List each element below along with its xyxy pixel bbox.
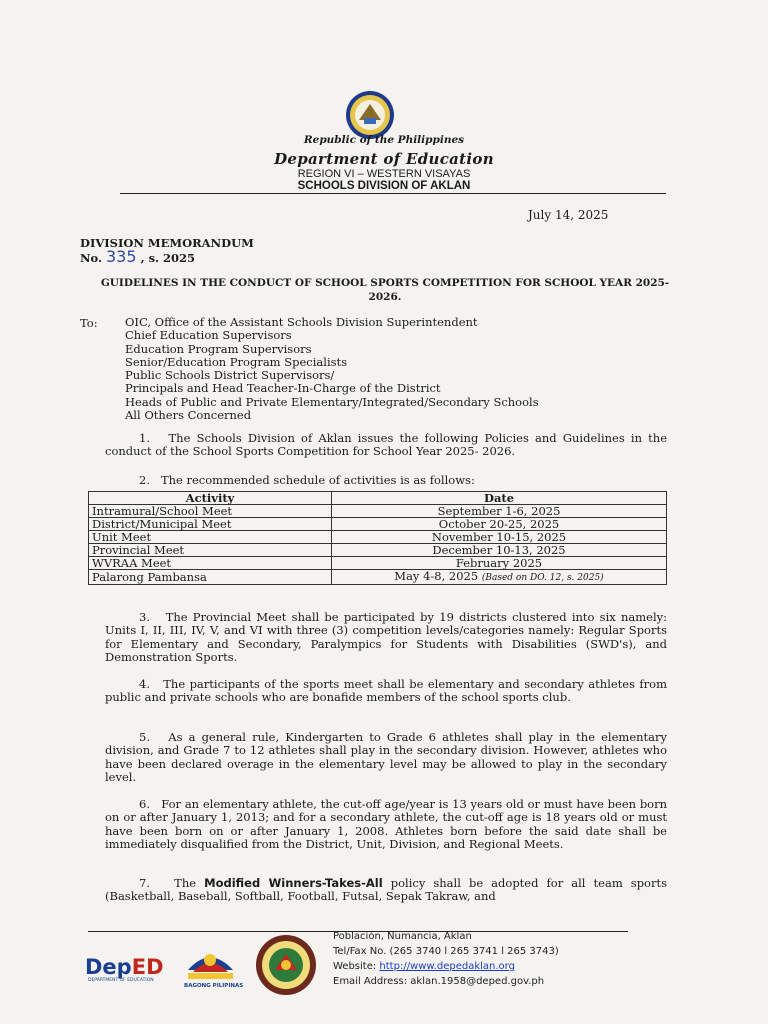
website-label: Website:	[333, 961, 377, 972]
memo-no-label: No.	[80, 251, 102, 265]
recipient-item: Chief Education Supervisors	[125, 328, 292, 343]
footer-address: Población, Numancia, Aklan	[333, 931, 472, 942]
paragraph-1	[105, 432, 667, 459]
division-heading: SCHOOLS DIVISION OF AKLAN	[297, 180, 471, 192]
date-cell	[332, 570, 667, 585]
header-divider	[120, 193, 666, 194]
recipient-item: Public Schools District Supervisors/	[125, 368, 335, 383]
paragraph-number: 2.	[139, 473, 150, 487]
deped-logo-text-dep: Dep	[85, 955, 132, 979]
policy-name: Modified Winners-Takes-All	[204, 876, 383, 890]
paragraph-number: 6.	[139, 797, 150, 811]
activity-cell: Provincial Meet	[89, 544, 332, 557]
table-header-row	[89, 492, 667, 505]
memo-title: GUIDELINES IN THE CONDUCT OF SCHOOL SPORTS COMPETITION FOR SCHOOL YEAR 2025- 2026.	[100, 277, 670, 303]
paragraph-2	[105, 474, 667, 487]
website-link[interactable]: http://www.depedaklan.org	[379, 961, 515, 972]
paragraph-4	[105, 678, 667, 705]
recipient-list	[125, 316, 539, 422]
date-cell: September 1-6, 2025	[332, 505, 667, 518]
paragraph-number: 4.	[139, 677, 150, 691]
bagong-pilipinas-label: BAGONG PILIPINAS	[184, 983, 244, 989]
recipient-item: OIC, Office of the Assistant Schools Division Superintendent	[125, 315, 478, 329]
table-row	[89, 531, 667, 544]
date-cell: December 10-13, 2025	[332, 544, 667, 557]
republic-heading: Republic of the Philippines	[303, 134, 465, 146]
date-cell: October 20-25, 2025	[332, 518, 667, 531]
paragraph-text: policy shall be adopted for all team sports (Basketball, Baseball, Softball, Football, Futsal, Sepak Takraw, and	[105, 876, 668, 904]
table-row	[89, 557, 667, 570]
paragraph-text: The	[174, 876, 197, 890]
sdo-aklan-seal-icon	[255, 934, 317, 996]
footer-website-line	[333, 959, 559, 974]
paragraph-number: 5.	[139, 730, 150, 744]
department-heading: Department of Education	[274, 150, 494, 168]
recipient-item: Principals and Head Teacher-In-Charge of the District	[125, 381, 441, 396]
paragraph-text: As a general rule, Kindergarten to Grade 6 athletes shall play in the elementary division, and Grade 7 to 12 athletes shall play in the secondary division. However, athletes who have been declared overage in the elementary level may be allowed to play in the secondary level.	[105, 730, 667, 785]
paragraph-text: The recommended schedule of activities is as follows:	[160, 473, 475, 487]
deped-logo-subtitle: DEPARTMENT OF EDUCATION	[88, 978, 154, 983]
deped-logo-text	[85, 955, 164, 979]
memo-label-block	[80, 236, 254, 265]
paragraph-6	[105, 798, 667, 852]
paragraph-text: The Schools Division of Aklan issues the following Policies and Guidelines in the conduct of the School Sports Competition for School Year 2025- 2026.	[105, 431, 667, 459]
paragraph-5	[105, 731, 667, 785]
table-row	[89, 544, 667, 557]
table-row	[89, 505, 667, 518]
region-heading: REGION VI – WESTERN VISAYAS	[297, 168, 471, 180]
bagong-pilipinas-logo-icon	[183, 940, 238, 985]
table-row	[89, 518, 667, 531]
schedule-table	[88, 491, 667, 585]
deped-seal-icon	[345, 90, 395, 140]
paragraph-text: The participants of the sports meet shall be elementary and secondary athletes from public and private schools who are bonafide members of the school sports club.	[105, 677, 668, 705]
date-value: May 4-8, 2025	[394, 569, 479, 583]
activity-cell: Intramural/School Meet	[89, 505, 332, 518]
footer-contact	[333, 929, 559, 989]
footer-email: Email Address: aklan.1958@deped.gov.ph	[333, 976, 545, 987]
memo-label: DIVISION MEMORANDUM	[80, 236, 254, 250]
paragraph-number: 1.	[139, 431, 150, 445]
table-row	[89, 570, 667, 585]
activity-cell: WVRAA Meet	[89, 557, 332, 570]
paragraph-text: For an elementary athlete, the cut-off age/year is 13 years old or must have been born on or after January 1, 2013; and for a secondary athlete, the cut-off age is 18 years old or must have been born on or after January 1, 2008. Athletes born before the said date shall be immediately disqualified from the District, Unit, Division, and Regional Meets.	[105, 797, 668, 852]
recipient-item: Heads of Public and Private Elementary/Integrated/Secondary Schools	[125, 394, 539, 409]
recipient-item: Education Program Supervisors	[125, 341, 312, 356]
deped-logo	[85, 955, 164, 979]
paragraph-number: 7.	[139, 876, 150, 890]
to-label: To:	[80, 316, 98, 330]
paragraph-number: 3.	[139, 610, 150, 624]
footer-tel: Tel/Fax No. (265 3740 l 265 3741 l 265 3743)	[333, 946, 559, 957]
activity-cell: Unit Meet	[89, 531, 332, 544]
memo-number: 335	[106, 247, 137, 266]
recipient-item: All Others Concerned	[125, 408, 252, 423]
paragraph-3	[105, 611, 667, 665]
date-cell: February 2025	[332, 557, 667, 570]
memo-series: , s. 2025	[140, 251, 196, 265]
deped-logo-text-ed: ED	[131, 955, 164, 979]
column-header-activity: Activity	[89, 492, 332, 505]
memo-date: July 14, 2025	[528, 208, 609, 222]
activity-cell: District/Municipal Meet	[89, 518, 332, 531]
activity-cell: Palarong Pambansa	[89, 570, 332, 585]
paragraph-7	[105, 877, 667, 904]
paragraph-text: The Provincial Meet shall be participated by 19 districts clustered into six namely: Units I, II, III, IV, V, and VI with three (3) competition levels/categories namely: Regular Sports for Elementary and Secondary, Paralympics for Students with Disabilities (SWD's), and Demonstration Sports.	[105, 610, 668, 665]
column-header-date: Date	[332, 492, 667, 505]
date-cell: November 10-15, 2025	[332, 531, 667, 544]
date-note: (Based on DO. 12, s. 2025)	[481, 573, 604, 583]
recipient-item: Senior/Education Program Specialists	[125, 354, 348, 369]
